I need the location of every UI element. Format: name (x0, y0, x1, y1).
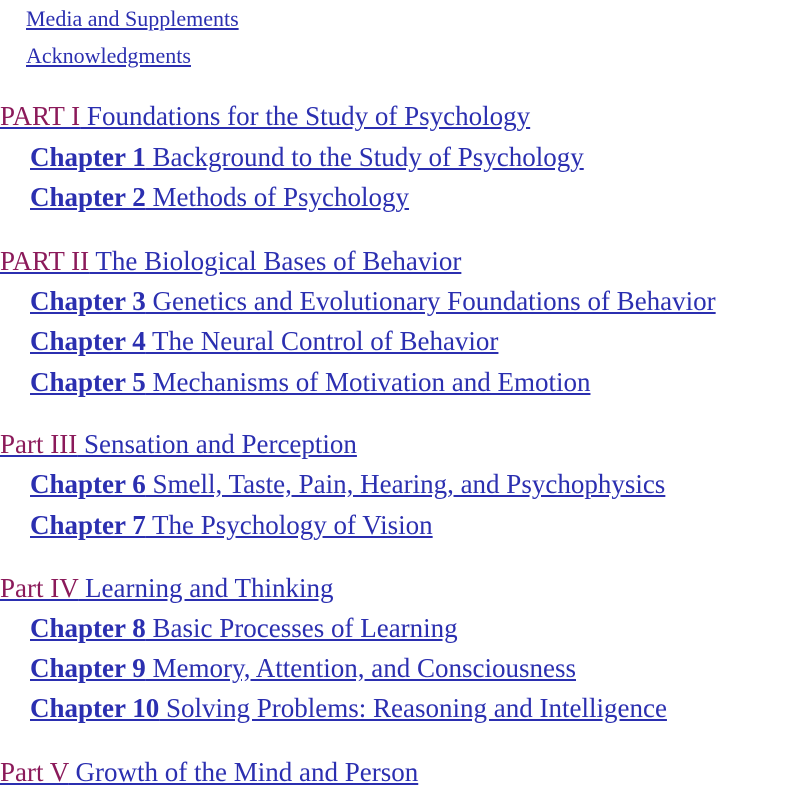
front-matter-link-media-supplements[interactable]: Media and Supplements (26, 6, 239, 31)
chapter-5-link[interactable] (30, 365, 590, 399)
chapter-label: Chapter 7 (30, 510, 146, 540)
chapter-title: Mechanisms of Motivation and Emotion (145, 367, 591, 397)
part-1-link[interactable] (0, 99, 530, 133)
chapter-title: Smell, Taste, Pain, Hearing, and Psychophysics (145, 469, 666, 499)
part-label: PART I (0, 101, 81, 131)
part-5-link[interactable] (0, 755, 418, 789)
chapter-2-link[interactable] (30, 180, 409, 214)
part-label: Part III (0, 429, 78, 459)
chapter-10-link[interactable] (30, 691, 667, 725)
chapter-label: Chapter 8 (30, 613, 146, 643)
chapter-label: Chapter 5 (30, 367, 146, 397)
chapter-8-link[interactable] (30, 611, 458, 645)
part-label: PART II (0, 246, 90, 276)
chapter-title: Memory, Attention, and Consciousness (145, 653, 576, 683)
chapter-label: Chapter 9 (30, 653, 146, 683)
chapter-1-link[interactable] (30, 140, 584, 174)
chapter-title: The Neural Control of Behavior (145, 326, 499, 356)
chapter-title: Methods of Psychology (145, 182, 410, 212)
chapter-7-link[interactable] (30, 508, 433, 542)
front-matter-link-acknowledgments[interactable]: Acknowledgments (26, 43, 191, 68)
chapter-4-link[interactable] (30, 324, 498, 358)
chapter-title: Basic Processes of Learning (145, 613, 458, 643)
part-label: Part V (0, 757, 69, 787)
chapter-label: Chapter 6 (30, 469, 146, 499)
chapter-label: Chapter 4 (30, 326, 146, 356)
chapter-9-link[interactable] (30, 651, 576, 685)
part-4-link[interactable] (0, 571, 333, 605)
chapter-6-link[interactable] (30, 467, 665, 501)
chapter-3-link[interactable] (30, 284, 716, 318)
chapter-title: The Psychology of Vision (145, 510, 433, 540)
part-3-link[interactable] (0, 427, 357, 461)
chapter-title: Genetics and Evolutionary Foundations of Behavior (145, 286, 716, 316)
chapter-label: Chapter 3 (30, 286, 146, 316)
part-title: The Biological Bases of Behavior (89, 246, 462, 276)
chapter-title: Solving Problems: Reasoning and Intelligence (159, 693, 667, 723)
chapter-label: Chapter 2 (30, 182, 146, 212)
chapter-label: Chapter 10 (30, 693, 160, 723)
part-title: Learning and Thinking (78, 573, 334, 603)
part-title: Foundations for the Study of Psychology (80, 101, 531, 131)
chapter-title: Background to the Study of Psychology (145, 142, 584, 172)
chapter-label: Chapter 1 (30, 142, 146, 172)
part-title: Growth of the Mind and Person (68, 757, 419, 787)
part-title: Sensation and Perception (77, 429, 357, 459)
part-label: Part IV (0, 573, 79, 603)
part-2-link[interactable] (0, 244, 461, 278)
